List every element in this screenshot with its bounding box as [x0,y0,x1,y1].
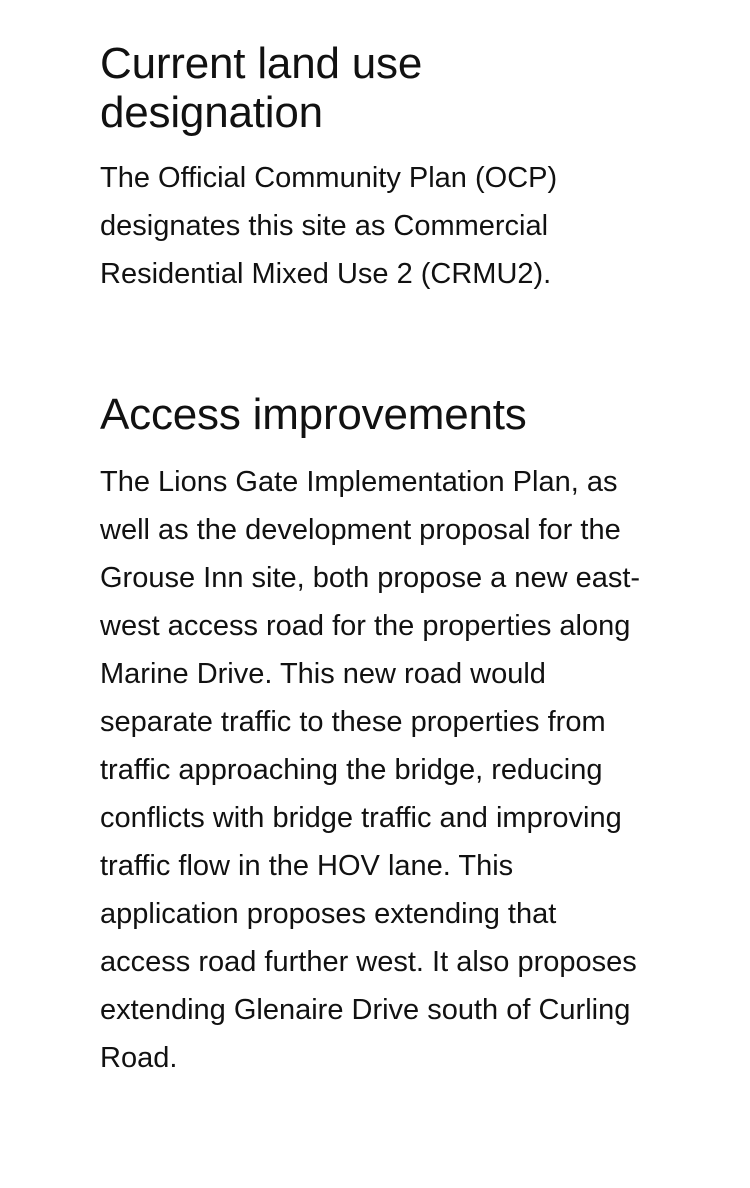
access-improvements-section [100,298,650,1082]
land-use-heading: Current land use designation [100,39,423,137]
access-improvements-body: The Lions Gate Implementation Plan, as well as the development proposal for the Grouse Inn site, both propose a new east-west access road for the properties along Marine Drive. This new road would separate traffic to these properties from traffic approaching the bridge, reducing conflicts with bridge traffic and improving traffic flow in the HOV lane. This application proposes extending that access road further west. It also proposes extending Glenaire Drive south of Curling Road. [100,466,641,1074]
land-use-section [100,0,650,298]
land-use-body: The Official Community Plan (OCP) designates this site as Commercial Residential Mixed Use 2 (CRMU2). [100,162,558,290]
access-improvements-heading: Access improvements [100,390,527,439]
